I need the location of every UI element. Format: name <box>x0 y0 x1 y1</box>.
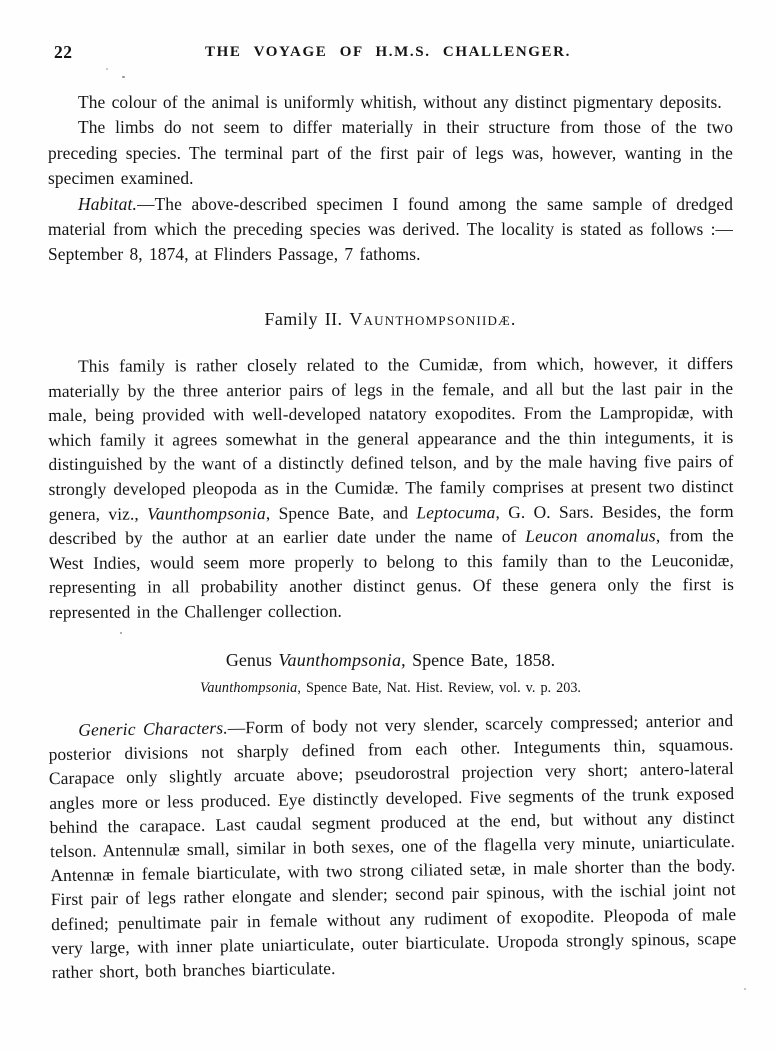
scan-speckle <box>122 76 125 78</box>
scan-speckle <box>106 68 108 70</box>
genus-heading: Genus Vaunthompsonia, Spence Bate, 1858. <box>225 650 556 671</box>
paragraph-limbs: The limbs do not seem to differ materially in their structure from those of the two preceding species. The terminal part of the first pair of legs was, however, wanting in the specimen examined. <box>48 117 733 189</box>
running-title: THE VOYAGE OF H.M.S. CHALLENGER. <box>205 44 571 60</box>
family-heading: Family II. Vaunthompsoniidæ. <box>264 308 517 329</box>
paragraph-colour: The colour of the animal is uniformly whitish, without any distinct pigmentary deposits. <box>78 92 722 112</box>
page-number: 22 <box>54 42 73 62</box>
running-head <box>0 0 776 66</box>
family-section <box>48 309 733 622</box>
paragraph-generic-characters: Generic Characters.—Form of body not very slender, scarcely compressed; anterior and posterior divisions not sharply defined from each other. Integuments thin, squamous. Carapace only slightly arcuate above; pseudorostral projection very short; antero-lateral angles more or less produced. Eye distinctly developed. Five segments of the trunk exposed behind the carapace. Last caudal segment produced at the end, but without any distinct telson. Antennulæ small, similar in both sexes, one of the flagella very minute, uniarticulate. Antennæ in female biarticulate, with two strong ciliated setæ, in male shorter than the body. First pair of legs rather elongate and slender; second pair spinous, with the ischial joint not defined; penultimate pair in female without any rudiment of exopodite. Pleopoda of male very large, with inner plate uniarticulate, outer biarticulate. Uropoda strongly spinous, scape rather short, both branches biarticulate. <box>48 710 737 983</box>
page-body <box>48 90 737 983</box>
scan-speckle <box>120 632 122 634</box>
paragraph-habitat: Habitat.—The above-described specimen I found among the same sample of dredged material from which the preceding species was derived. The locality is stated as follows :—September 8, 1874, at Flinders Passage, 7 fathoms. <box>48 193 733 265</box>
species-description-section <box>48 90 733 268</box>
genus-section <box>48 650 737 983</box>
scan-speckle <box>744 988 746 990</box>
genus-citation: Vaunthompsonia, Spence Bate, Nat. Hist. Review, vol. v. p. 203. <box>200 680 581 697</box>
paragraph-family-description: This family is rather closely related to the Cumidæ, from which, however, it differs materially by the three anterior pairs of legs in the female, and all but the last pair in the male, being provided with well-developed natatory exopodites. From the Lampropidæ, with which family it agrees somewhat in the general appearance and the thin integuments, it is distinguished by the want of a distinctly defined telson, and by the male having five pairs of strongly developed pleopoda as in the Cumidæ. The family comprises at present two distinct genera, viz., Vaunthompsonia, Spence Bate, and Leptocuma, G. O. Sars. Besides, the form described by the author at an earlier date under the name of Leucon anomalus, from the West Indies, would seem more properly to belong to this family than to the Leuconidæ, representing in all probability another distinct genus. Of these genera only the first is represented in the Challenger collection. <box>48 352 735 622</box>
